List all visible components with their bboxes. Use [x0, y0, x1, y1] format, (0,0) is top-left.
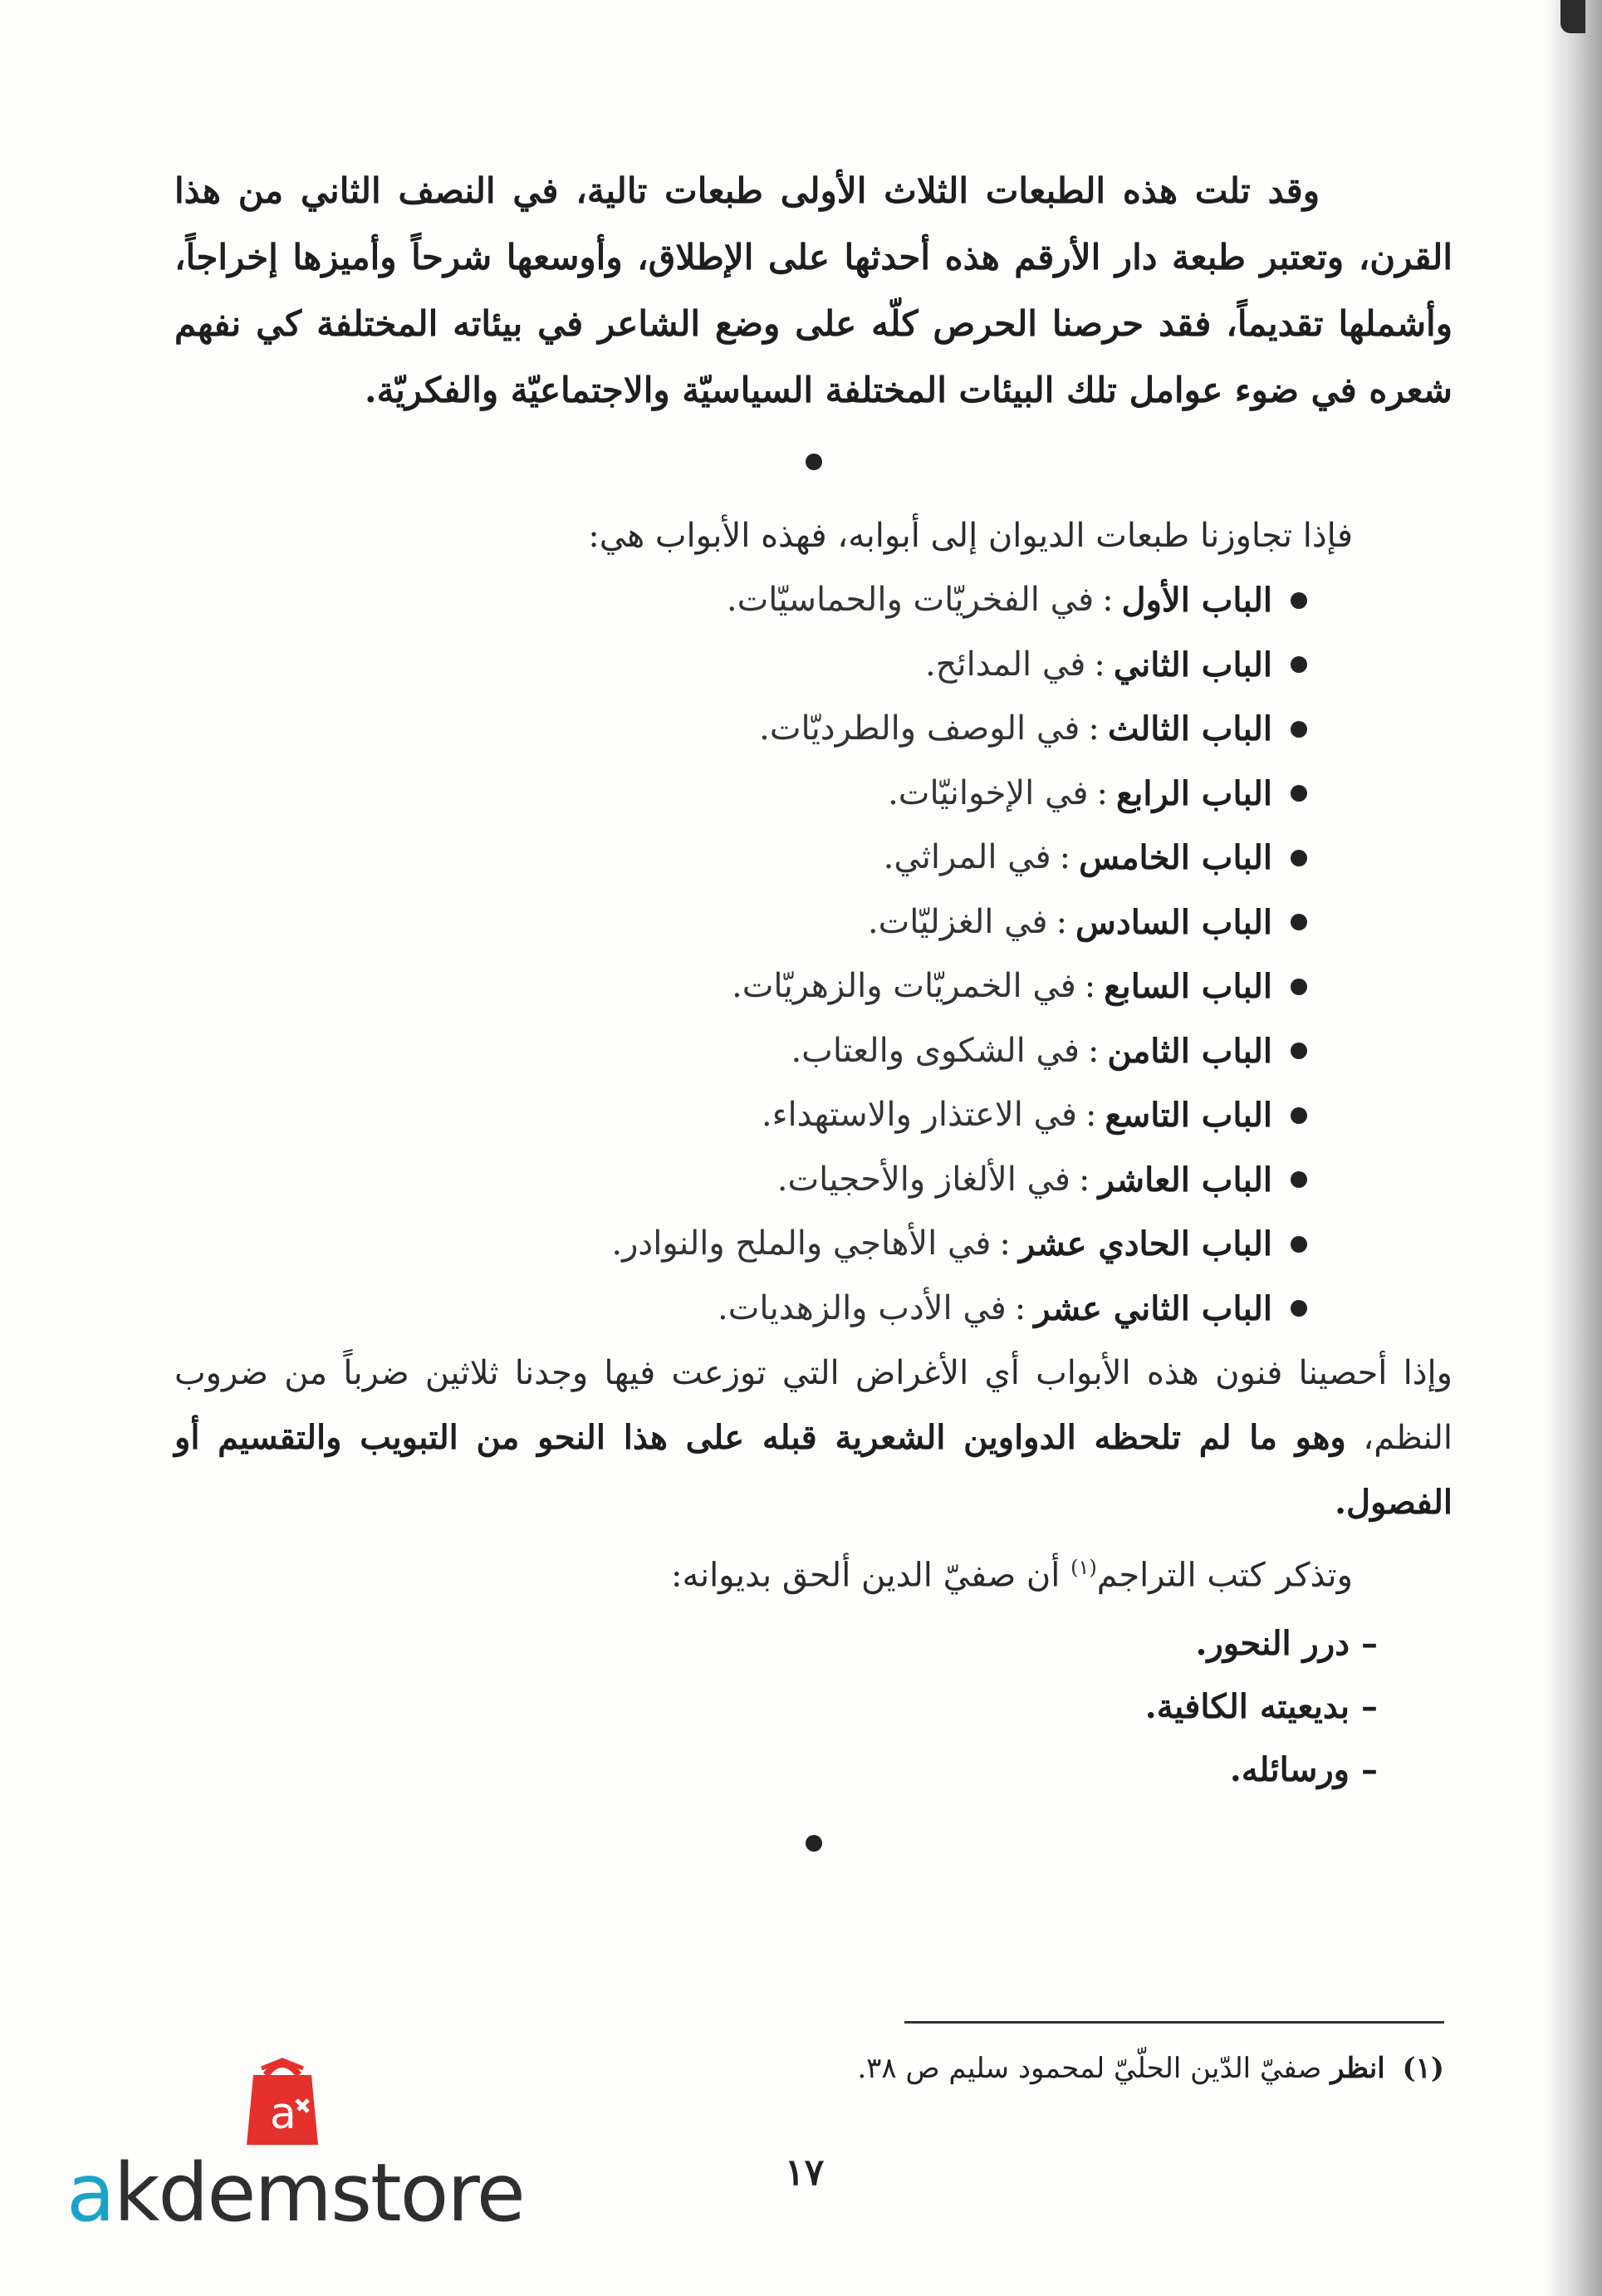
footnote-number: (١)	[1402, 2052, 1444, 2085]
count-paragraph-light: وإذا أحصينا فنون هذه الأبواب أي الأغراض التي توزعت فيها وجدنا ثلاثين ضرباً من ضروب النظم،	[174, 1354, 1453, 1457]
book-edge-corner	[1560, 0, 1585, 33]
footnote	[857, 2052, 1444, 2085]
svg-text:a: a	[270, 2089, 296, 2139]
section-separator-dot-bottom	[806, 1835, 822, 1852]
bullet-icon	[1291, 1043, 1307, 1059]
chapter-name: الباب الحادي عشر	[1018, 1224, 1272, 1263]
footnote-text: صفيّ الدّين الحلّيّ لمحمود سليم ص ٣٨.	[857, 2052, 1322, 2085]
count-paragraph-bold: وهو ما لم تلحظه الدواوين الشعرية قبله على هذا النحو من التبويب والتقسيم أو الفصول.	[174, 1418, 1453, 1522]
watermark-text	[66, 2147, 524, 2239]
page-content	[174, 158, 1453, 1885]
chapter-colon: :	[1085, 1096, 1097, 1134]
chapter-colon: :	[1102, 581, 1114, 619]
chapter-description: في المدائح.	[924, 645, 1086, 684]
chapter-description: في الأدب والزهديات.	[718, 1288, 1007, 1327]
count-paragraph	[174, 1341, 1453, 1535]
work-item	[174, 1739, 1378, 1802]
work-title: بديعيته الكافية.	[1144, 1687, 1350, 1727]
chapters-list	[174, 568, 1307, 1341]
bullet-icon	[1291, 914, 1307, 930]
chapter-name: الباب الخامس	[1079, 838, 1272, 877]
chapter-item	[174, 762, 1307, 827]
chapter-colon: :	[1084, 967, 1096, 1005]
chapter-name: الباب الثالث	[1107, 709, 1272, 748]
dash-marker: –	[1361, 1750, 1378, 1790]
chapter-description: في الغزليّات.	[867, 902, 1048, 941]
chapter-item	[174, 826, 1307, 890]
dash-marker: –	[1361, 1624, 1378, 1664]
chapter-colon: :	[1059, 838, 1071, 876]
chapter-item	[174, 954, 1307, 1019]
biographies-before: وتذكر كتب التراجم	[1096, 1556, 1353, 1595]
chapter-item	[174, 1083, 1307, 1148]
chapter-description: في المراثي.	[883, 838, 1051, 876]
footnote-divider	[904, 2021, 1444, 2024]
bullet-icon	[1291, 1236, 1307, 1253]
watermark-text-a: a	[66, 2146, 114, 2240]
bullet-icon	[1291, 785, 1307, 802]
chapter-colon: :	[1079, 1160, 1090, 1199]
chapter-colon: :	[1088, 709, 1100, 748]
chapter-name: الباب السادس	[1075, 902, 1272, 942]
chapter-colon: :	[1014, 1288, 1026, 1327]
biographies-after: أن صفيّ الدين ألحق بديوانه:	[671, 1556, 1061, 1595]
bullet-icon	[1291, 1107, 1307, 1124]
chapter-description: في الفخريّات والحماسيّات.	[726, 581, 1095, 619]
chapter-name: الباب الثامن	[1107, 1031, 1272, 1071]
bullet-icon	[1291, 850, 1307, 866]
chapter-item	[174, 1212, 1307, 1277]
chapter-colon: :	[999, 1224, 1011, 1263]
footnote-reference: (١)	[1070, 1556, 1097, 1579]
chapter-name: الباب الثاني عشر	[1034, 1288, 1272, 1328]
chapter-name: الباب العاشر	[1098, 1160, 1272, 1200]
watermark-text-rest: kdemstore	[113, 2146, 524, 2240]
chapter-description: في الخمريّات والزهريّات.	[732, 967, 1076, 1005]
chapter-description: في الإخوانيّات.	[888, 773, 1089, 812]
chapter-name: الباب الثاني	[1113, 645, 1272, 684]
section-separator-dot	[806, 454, 822, 470]
chapter-colon: :	[1094, 645, 1105, 684]
dash-marker: –	[1361, 1687, 1378, 1727]
chapters-intro-line: فإذا تجاوزنا طبعات الديوان إلى أبوابه، فهذه الأبواب هي:	[588, 517, 1353, 555]
chapter-description: في الألغاز والأحجيات.	[777, 1160, 1070, 1199]
watermark-logo	[66, 2052, 524, 2243]
chapter-name: الباب السابع	[1104, 967, 1272, 1006]
chapter-description: في الشكوى والعتاب.	[791, 1031, 1080, 1070]
work-title: ورسائله.	[1229, 1750, 1350, 1790]
bullet-icon	[1291, 1300, 1307, 1317]
bullet-icon	[1291, 656, 1307, 673]
intro-paragraph: وقد تلت هذه الطبعات الثلاث الأولى طبعات تالية، في النصف الثاني من هذا القرن، وتعتبر طبعة دار الأرقم هذه أحدثها على الإطلاق، وأوسعها شرحاً وأميزها إخراجاً، وأشملها تقديماً، فقد حرصنا الحرص كلّه على وضع الشاعر في بيئاته المختلفة كي نفهم شعره في ضوء عوامل تلك البيئات المختلفة السياسيّة والاجتماعيّة والفكريّة.	[174, 170, 1453, 410]
bullet-icon	[1291, 1171, 1307, 1188]
chapter-item	[174, 633, 1307, 698]
chapter-colon: :	[1096, 773, 1108, 812]
work-item	[174, 1612, 1378, 1675]
chapter-colon: :	[1087, 1031, 1100, 1070]
work-title: درر النحور.	[1195, 1624, 1350, 1664]
bullet-icon	[1291, 721, 1307, 738]
page-number: ١٧	[785, 2151, 825, 2194]
chapter-name: الباب الرابع	[1115, 773, 1272, 813]
chapter-item	[174, 697, 1307, 762]
chapter-item	[174, 1148, 1307, 1213]
chapter-description: في الأهاجي والملح والنوادر.	[611, 1224, 992, 1263]
book-gutter-shadow	[1544, 0, 1602, 2296]
bullet-icon	[1291, 592, 1307, 609]
chapter-name: الباب التاسع	[1105, 1096, 1272, 1135]
bullet-icon	[1291, 979, 1307, 995]
chapter-colon: :	[1056, 902, 1068, 941]
work-item	[174, 1675, 1378, 1739]
chapter-item	[174, 568, 1307, 633]
chapter-description: في الوصف والطرديّات.	[759, 709, 1080, 748]
chapter-item	[174, 1019, 1307, 1084]
chapter-name: الباب الأول	[1121, 581, 1272, 620]
chapter-item	[174, 890, 1307, 955]
chapter-item	[174, 1277, 1307, 1342]
footnote-bold: انظر	[1330, 2052, 1385, 2085]
chapter-description: في الاعتذار والاستهداء.	[761, 1096, 1077, 1134]
book-bag-icon	[237, 2052, 328, 2151]
works-list	[174, 1612, 1378, 1802]
biographies-paragraph	[174, 1535, 1353, 1607]
